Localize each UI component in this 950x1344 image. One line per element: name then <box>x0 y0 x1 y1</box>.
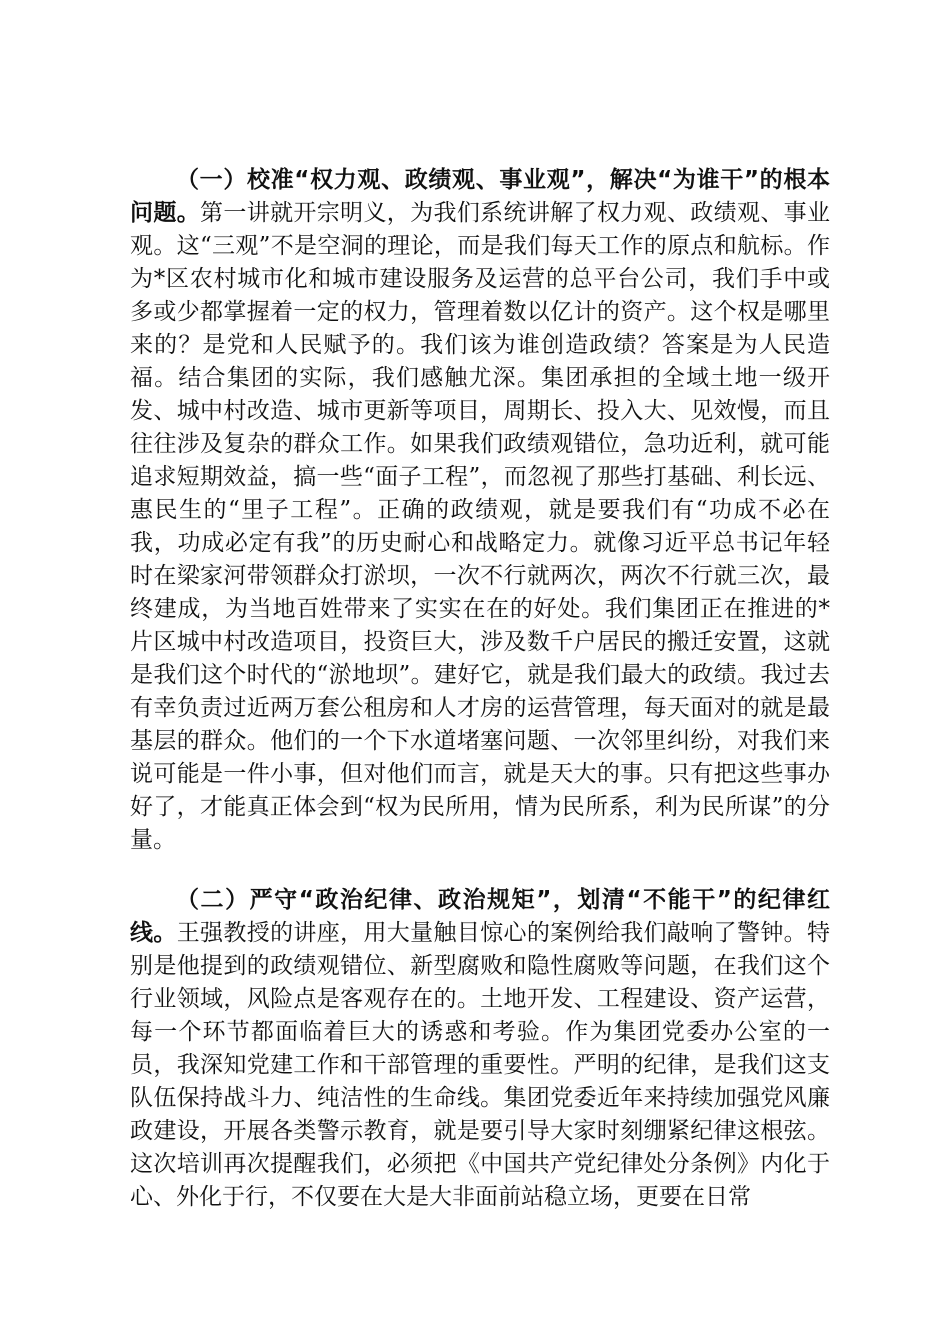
paragraph-2-heading: （二）严守“政治纪律、政治规矩”，划清“不能干”的纪律红线。 <box>130 887 830 946</box>
paragraph-1 <box>130 164 830 857</box>
paragraph-1-text: 第一讲就开宗明义，为我们系统讲解了权力观、政绩观、事业观。这“三观”不是空洞的理论，而是我们每天工作的原点和航标。作为*区农村城市化和城市建设服务及运营的总平台公司，我们手中或多或少都掌握着一定的权力，管理着数以亿计的资产。这个权是哪里来的？是党和人民赋予的。我们该为谁创造政绩？答案是为人民造福。结合集团的实际，我们感触尤深。集团承担的全域土地一级开发、城中村改造、城市更新等项目，周期长、投入大、见效慢，而且往往涉及复杂的群众工作。如果我们政绩观错位，急功近利，就可能追求短期效益，搞一些“面子工程”，而忽视了那些打基础、利长远、惠民生的“里子工程”。正确的政绩观，就是要我们有“功成不必在我，功成必定有我”的历史耐心和战略定力。就像习近平总书记年轻时在梁家河带领群众打淤坝，一次不行就两次，两次不行就三次，最终建成，为当地百姓带来了实实在在的好处。我们集团正在推进的*片区城中村改造项目，投资巨大，涉及数千户居民的搬迁安置，这就是我们这个时代的“淤地坝”。建好它，就是我们最大的政绩。我过去有幸负责过近两万套公租房和人才房的运营管理，每天面对的就是最基层的群众。他们的一个下水道堵塞问题、一次邻里纠纷，对我们来说可能是一件小事，但对他们而言，就是天大的事。只有把这些事办好了，才能真正体会到“权为民所用，情为民所系，利为民所谋”的分量。 <box>130 200 831 853</box>
paragraph-2 <box>130 884 830 1214</box>
paragraph-1-heading: （一）校准“权力观、政绩观、事业观”，解决“为谁干”的根本问题。 <box>130 167 830 226</box>
document-body <box>130 164 830 1214</box>
paragraph-2-text: 王强教授的讲座，用大量触目惊心的案例给我们敲响了警钟。特别是他提到的政绩观错位、新型腐败和隐性腐败等问题，在我们这个行业领域，风险点是客观存在的。土地开发、工程建设、资产运营，每一个环节都面临着巨大的诱惑和考验。作为集团党委办公室的一员，我深知党建工作和干部管理的重要性。严明的纪律，是我们这支队伍保持战斗力、纯洁性的生命线。集团党委近年来持续加强党风廉政建设，开展各类警示教育，就是要引导大家时刻绷紧纪律这根弦。这次培训再次提醒我们，必须把《中国共产党纪律处分条例》内化于心、外化于行，不仅要在大是大非面前站稳立场，更要在日常 <box>130 920 831 1210</box>
